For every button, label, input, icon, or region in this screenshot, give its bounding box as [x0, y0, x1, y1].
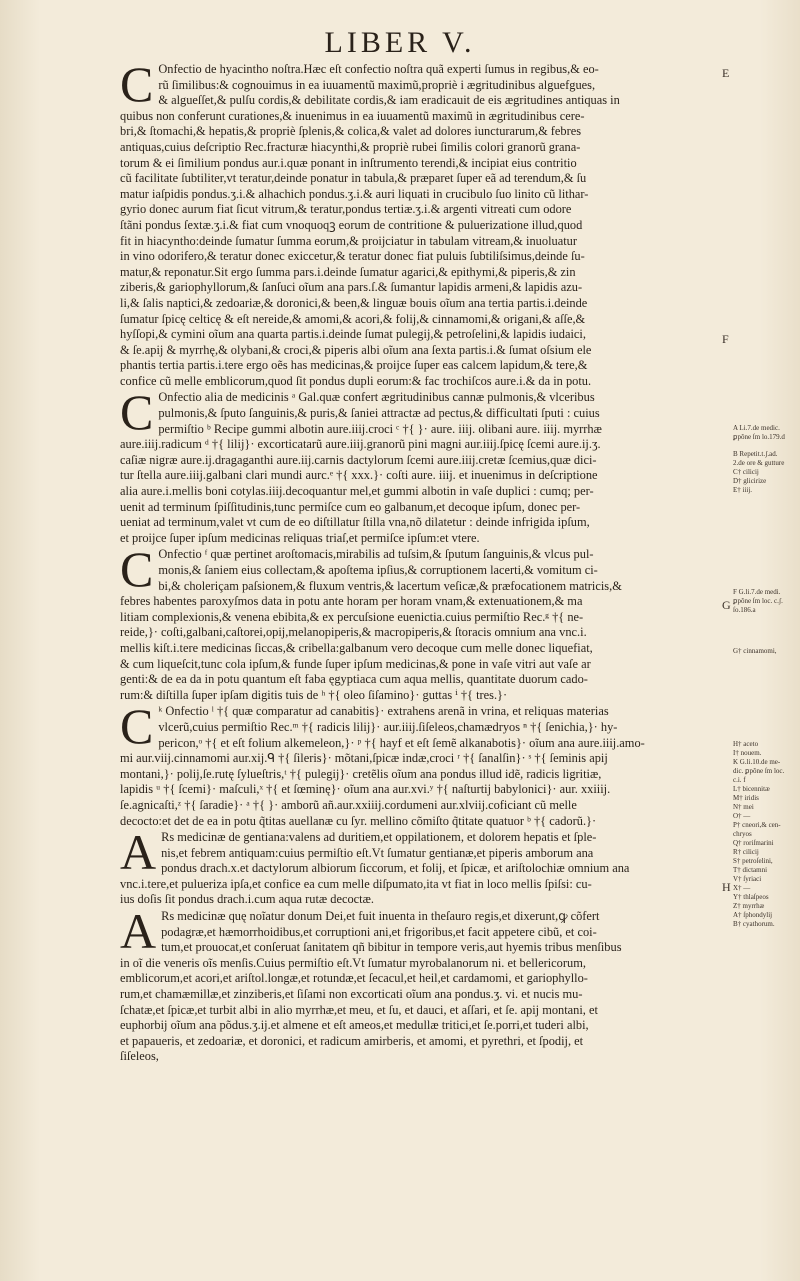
text-line: genti:& de ea da in potu quantum eſt faba ęgyptiaca cum aqua mellis, quantitate duorum cado- [120, 672, 588, 687]
drop-initial: A [120, 824, 157, 881]
text-line: podagræ,et hæmorrhoidibus,et corruptioni ani,et frigoribus,et facit appetere cibũ, et coi- [161, 924, 597, 939]
text-line: matur iaſpidis pondus.ʒ.i.& alhachich pondus.ʒ.i.& auri liquati in crucibulo ſuo linito cũ lithar- [120, 186, 589, 201]
text-line: ſchatæ,et ſpicæ,et turbit albi in alio myrrhæ,et meu, et ſu, et dauci, et aſſari, et ſe. apij montani, et [120, 1002, 598, 1017]
margin-note: R† cilicij [733, 848, 759, 856]
text-line: hyſſopi,& cymini oĩum ana quarta partis.i.deinde ſumat pulegij,& petroſelini,& lapidis iudaici, [120, 327, 586, 342]
text-line: in vino odorifero,& teratur donec exiccetur,& teratur donec fiat puluis ſubtiliſsimus,deinde ſu- [120, 249, 585, 264]
text-line: li,& ſalis naptici,& zedoariæ,& doronici,& been,& linguæ bouis oĩum ana tertia partis.i.deinde [120, 295, 588, 310]
text-line: decocto:et det de ea in potu q̃titas auellanæ cu ſyr. mellino cõmiſto q̃titate quatuor ᵇ †{ cadorũ.}· [120, 813, 597, 828]
drop-initial: C [120, 384, 154, 441]
drop-initial: C [120, 56, 154, 112]
text-line: litiam complexionis,& venena ebibita,& ex percuſsione euenictia.cuius permiſtio Rec.ᵍ †{ ne- [120, 609, 584, 624]
text-line: Rs medicinæ quę noĩatur donum Dei,et fuit inuenta in theſauro regis,et dixerunt,ꝙ cõfert [161, 909, 600, 924]
margin-note: 2.de ore & gutture [733, 459, 785, 467]
text-line: euphorbij oĩum ana põdus.ʒ.ij.et almene et eſt ameos,et medullæ tritici,et ſe.porri,et tuderi albi, [120, 1018, 589, 1033]
text-line: confice cũ melle emblicorum,quod ſit pondus dupli eorum:& fac trochiſcos aure.i.& da in potu. [120, 373, 592, 388]
paragraph [120, 56, 720, 389]
text-line: caſiæ nigræ aure.ij.dragaganthi aure.iij.carnis dactylorum ſcemi aure.iiij.cretæ ſcemius,quæ dici- [120, 452, 597, 467]
text-line: montani,}· polij,ſe.rutę ſylueſtris,ᵗ †{ pulegij}· cretẽlis oĩum ana pondus illud idẽ, radicis ligritiæ, [120, 766, 602, 781]
text-line: torum & ei ſimilium pondus aur.i.quæ ponant in inſtrumento terendi,& incipiat eius contritio [120, 155, 577, 170]
text-line: Rs medicinæ de gentiana:valens ad duritiem,et oppilationem, et dolorem hepatis et ſple- [161, 830, 597, 845]
text-line: pondus drach.x.et dactylorum albiorum ſiccorum, et folij, et ſpicæ, et ariſtolochiæ omnium ana [161, 861, 630, 876]
margin-note: T† dictamni [733, 866, 768, 874]
margin-note: E† iiij. [733, 486, 753, 494]
text-line: ſe.agnicaſti,ᶻ †{ ſaradie}· ᵃ †{ }· amborũ añ.aur.xxiiij.cordumeni aur.xlviij.coficiant cũ melle [120, 797, 577, 812]
margin-notes-a [733, 424, 797, 495]
text-line: lapidis ᵘ †{ ſcemi}· maſculi,ˣ †{ et ſœminę}· oĩum ana aur.xvi.ʸ †{ naſturtij babylonici}· aur. xxiiij. [120, 782, 611, 797]
margin-note: D† glicirize [733, 477, 767, 485]
text-line: phantis tertia partis.i.tere ergo oẽs has medicinas,& proijce ſuper eas calcem lapidum,& tere,& [120, 358, 588, 373]
text-line: gyrio donec aurum fiat ſicut vitrum,& teratur,pondus tertiæ.ʒ.i.& argenti vitreati cum odore [120, 202, 572, 217]
text-body [120, 56, 720, 1066]
text-line: & ſe.apij & myrrhę,& olybani,& croci,& piperis albi oĩum ana ſexta partis.i.& ſumat oſsium ele [120, 342, 592, 357]
drop-initial: A [120, 903, 157, 960]
text-line: Onfectio de hyacintho noſtra.Hæc eſt confectio noſtra quã experti ſumus in regibus,& eo- [158, 62, 599, 76]
paragraph [120, 541, 720, 703]
margin-letter-g: G [722, 598, 731, 612]
margin-letter-e: E [722, 66, 730, 80]
margin-note: P† cneori,& cen- [733, 821, 781, 829]
margin-note: A Li.7.de medic. [733, 424, 780, 432]
margin-note: I† nouem. [733, 749, 762, 757]
text-line: permiſtio ᵇ Recipe gummi albotin aure.iiij.croci ᶜ †{ }· aure. iiij. olibani aure. iiij. myrrhæ [158, 421, 602, 436]
margin-note: ꝑpõne ſm loc. c.ʃ. [733, 597, 783, 605]
text-line: antiquas,cuius deſcriptio Rec.fracturæ hiacynthi,& propriè rubei ſimilis colori granorũ grana- [120, 139, 581, 154]
margin-note: B Repetit.t.ʃ.ad. [733, 450, 778, 458]
text-line: emblicorum,et acori,et ariſtol.longæ,et rotundæ,et ſecacul,et heil,et cardamomi, et gariophyllo- [120, 971, 588, 986]
margin-notes-c [733, 740, 797, 929]
text-line: Onfectio alia de medicinis ᵃ Gal.quæ confert ægritudinibus cannæ pulmonis,& vlceribus [158, 390, 595, 405]
text-line: rum,et chamæmillæ,et zinziberis,et ſiſami non excorticati oĩum ana pondus.ʒ. vi. et nucis mu- [120, 987, 583, 1002]
text-line: fit in hiacyntho:deinde ſumatur ſumma eorum,& proijciatur in tabulam vitream,& inuoluatur [120, 233, 577, 248]
text-line: febres habentes paroxyſmos data in potu ante horam per horam vnam,& extenuationem,& ma [120, 594, 583, 609]
text-line: matur,& reponatur.Sit ergo ſumma pars.i.deinde ſumatur agarici,& epithymi,& piperis,& zin [120, 264, 576, 279]
margin-note: M† iridis [733, 794, 759, 802]
margin-note: S† petroſelini, [733, 857, 773, 865]
paragraph [120, 384, 720, 546]
text-line: cũ facilitate ſubtiliter,vt teratur,deinde ponatur in tabula,& præparet ſuper eã ad terendum,& ſu [120, 171, 587, 186]
margin-note: B† cyathorum. [733, 920, 775, 928]
text-line: ziberis,& gariophyllorum,& ſanſuci oĩum ana pars.ſ.& ſumantur lapidis armeni,& lapidis azu- [120, 280, 583, 295]
text-line: ſiſeleos, [120, 1049, 159, 1064]
paragraph [120, 824, 720, 908]
text-line: alia aure.i.mellis boni cotylas.iiij.decoquantur mel,et gummi albotin in vaſe duplici : cumq; per- [120, 484, 594, 499]
text-line: ius doſis ſit pondus drach.i.cum aqua rutæ decoctæ. [120, 892, 374, 907]
text-line: vlcerũ,cuius permiſtio Rec.ᵐ †{ radicis lilij}· aur.iiij.ſiſeleos,chamædryos ⁿ †{ ſenichia,}· hy- [158, 719, 618, 734]
margin-note: X† — [733, 884, 751, 892]
drop-initial: C [120, 541, 154, 598]
text-line: rũ ſimilibus:& cognouimus in ea iuuamentũ maximũ,propriè i ægritudinibus alguefgues, [158, 77, 596, 92]
text-line: nis,et febrem antiquam:cuius permiſtio eſt.Vt ſumatur gentianæ,et piperis amborum ana [161, 845, 594, 860]
text-line: mi aur.viij.cinnamomi aur.xij.ᑫ †{ ſileris}· mõtani,ſpicæ indæ,croci ʳ †{ ſanalſin}· ˢ †{ ſeminis apij [120, 751, 608, 766]
margin-notes-b [733, 588, 797, 656]
page-header: LIBER V. [324, 26, 476, 59]
text-line: vnc.i.tere,et pulueriza ipſa,et confice ea cum melle diſpumato,ita vt fiat in loco mellis ſpiſsi: cu- [120, 876, 592, 891]
text-line: bi,& choleriçam paſsionem,& fluxum ventris,& lacertum veſicæ,& præfocationem matricis,& [158, 578, 622, 593]
text-line: ᵏ Onfectio ˡ †{ quæ comparatur ad canabitis}· extrahens arenã in vrina, et reliquas materias [158, 704, 609, 719]
text-line: Onfectio ᶠ quæ pertinet aroſtomacis,mirabilis ad tuſsim,& ſputum ſanguinis,& vlcus pul- [158, 547, 594, 562]
margin-note: K G.li.10.de me- [733, 758, 781, 766]
margin-note: ſo.186.a [733, 606, 756, 614]
margin-note: V† ſyriaci [733, 875, 762, 883]
margin-note: L† bicennitæ [733, 785, 770, 793]
margin-note: F G.li.7.de medi. [733, 588, 781, 596]
margin-letter-h: H [722, 880, 731, 894]
margin-note: chryos [733, 830, 752, 838]
text-line: quibus non conferunt curationes,& inuenimus in ea iuuamentũ maximũ in ægritudinibus cere- [120, 108, 585, 123]
margin-note: dic. ꝑpõne ſm loc. [733, 767, 785, 775]
margin-letter-f: F [722, 332, 729, 346]
text-line: reide,}· coſti,galbani,caſtorei,opij,melanopiperis,& macropiperis,& ſtoracis omnium ana vnc.i. [120, 625, 587, 640]
text-line: aure.iiij.radicum ᵈ †{ lilij}· excorticatarũ aure.iiij.granorũ pini magni aur.iiij.ſpicę ſcemi aure.ij.ʒ. [120, 437, 601, 452]
margin-note: Y† thlaſpeos [733, 893, 769, 901]
text-line: mellis kiſt.i.tere medicinas ſiccas,& cribella:galbanum vero decoque cum melle donec liquefiat, [120, 640, 593, 655]
margin-note: N† mei [733, 803, 754, 811]
paragraph [120, 903, 720, 1065]
paragraph [120, 698, 720, 829]
margin-note: A† ſphondylij [733, 911, 773, 919]
text-line: ſumatur ſpicę celticę & eſt nereide,& amomi,& acori,& folij,& cinnamomi,& origani,& aſſe,& [120, 311, 586, 326]
text-line: ſtãni pondus ſextæ.ʒ.i.& fiat cum vnoquoqꝫ eorum de contritione & puluerizatione illud,quod [120, 217, 583, 232]
text-line: rum:& diſtilla ſuper ipſam digitis tuis de ʰ †{ oleo ſiſamino}· guttas ⁱ †{ tres.}· [120, 687, 508, 702]
margin-note: H† aceto [733, 740, 759, 748]
text-line: ueniat ad terminum,valet vt cum de eo diſtillatur ſtilla vna,nõ dilatetur : deinde infrigida ipſum, [120, 515, 590, 530]
margin-note: Z† myrrhæ [733, 902, 765, 910]
text-line: in oĩ die veneris oĩs menſis.Cuius permiſtio eſt.Vt ſumatur myrobalanorum ni. et bellericorum, [120, 955, 586, 970]
margin-note: Q† roriſmarini [733, 839, 774, 847]
margin-note: C† cilicij [733, 468, 759, 476]
text-line: et papaueris, et zedoariæ, et doronici, et radicum amirberis, et amomi, et pyrethri, et ſpodij, et [120, 1033, 584, 1048]
text-line: pericon,ᵒ †{ et eſt folium alkemeleon,}· ᵖ †{ hayf et eſt ſemẽ alkanabotis}· oĩum ana aure.iiij.amo- [158, 735, 645, 750]
margin-note: O† — [733, 812, 751, 820]
margin-note: c.i. f [733, 776, 746, 784]
drop-initial: C [120, 698, 154, 755]
text-line: et proijce ſuper ipſum medicinas reliquas triaſ,et permiſce ipſum:et vtere. [120, 530, 480, 545]
text-line: uenit ad terminum ſpiſſitudinis,tunc permiſce cum eo galbanum,et decoque ipſum, donec per- [120, 499, 581, 514]
text-line: tur ſtella aure.iiij.galbani clari mundi aurc.ᵉ †{ xxx.}· coſti aure. iiij. et inuenimus in deſcriptione [120, 468, 598, 483]
text-line: monis,& ſaniem eius collectam,& apoſtema ipſius,& corruptionem lacerti,& vomitum ci- [158, 563, 598, 577]
text-line: & cum liqueſcit,tunc cola ipſum,& funde ſuper ipſum medicinas,& pone in vaſe vitri aut vaſe ar [120, 656, 591, 671]
margin-note: ꝑpõne ſm lo.179.d [733, 433, 785, 441]
text-line: & algueſſet,& pulſu cordis,& debilitate cordis,& iam eradicauit de eis ægritudines antiquas in [158, 93, 620, 108]
text-line: pulmonis,& ſputo ſanguinis,& puris,& ſaniei attractæ ad pectus,& difficultati ſputi : cuius [158, 406, 600, 421]
margin-note: G† cinnamomi, [733, 647, 777, 655]
text-line: bri,& ſtomachi,& hepatis,& propriè ſplenis,& colica,& valet ad dolores iuncturarum,& febres [120, 124, 582, 139]
text-line: tum,et prouocat,et conſeruat ſanitatem qñ bibitur in tempore veris,aut hyemis tribus menſibus [161, 940, 622, 955]
